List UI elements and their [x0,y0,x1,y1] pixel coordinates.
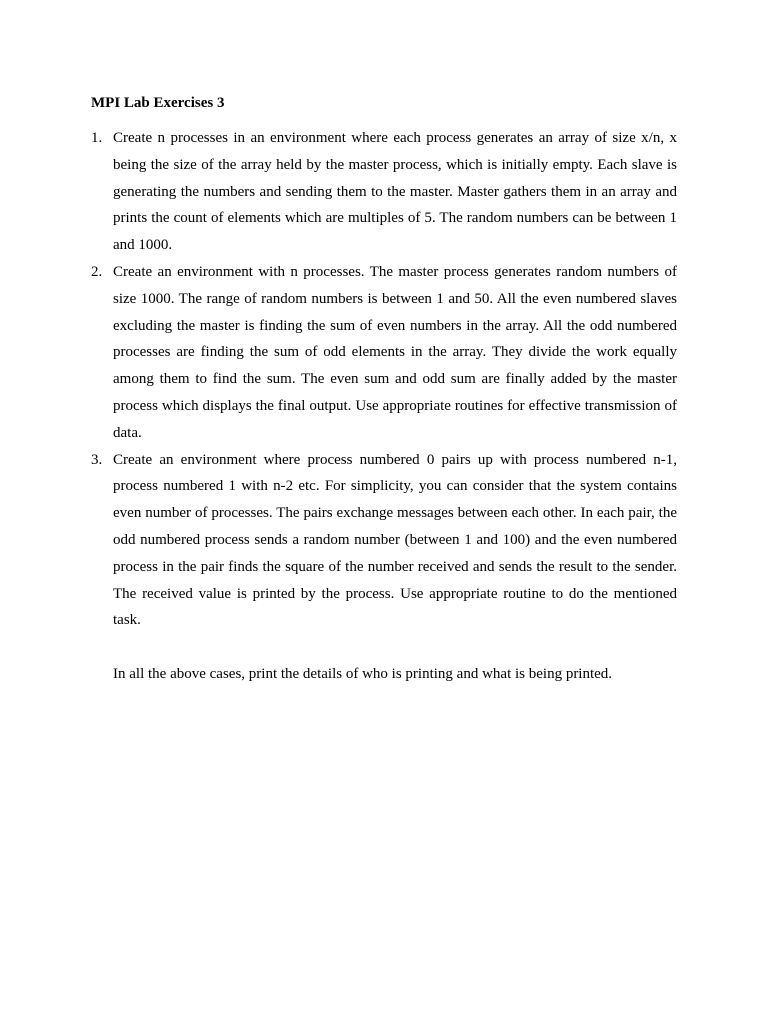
document-title: MPI Lab Exercises 3 [91,95,225,111]
exercise-number: 2. [91,263,103,280]
exercise-text: Create n processes in an environment where each process generates an array of size x/n, x being the size of the array held by the master process, which is initially empty. Each slave is generating the numbers and sending them to the master. Master gathers them in an array and prints the count of elements which are multiples of 5. The random numbers can be between 1 and 1000. [113,130,677,254]
closing-note: In all the above cases, print the details of who is printing and what is being printed. [113,666,613,682]
exercise-number: 3. [91,451,103,468]
exercise-number: 1. [91,130,103,146]
exercise-item-2 [91,259,677,447]
exercise-text: Create an environment where process numbered 0 pairs up with process numbered n-1, process numbered 1 with n-2 etc. For simplicity, you can consider that the system contains even number of processes. The pairs exchange messages between each other. In each pair, the odd numbered process sends a random number (between 1 and 100) and the even numbered process in the pair finds the square of the number received and sends the result to the sender. The received value is printed by the process. Use appropriate routine to do the mentioned task. [113,451,677,629]
exercise-list [91,125,677,634]
exercise-text: Create an environment with n processes. The master process generates random numbers of size 1000. The range of random numbers is between 1 and 50. All the even numbered slaves excluding the master is finding the sum of even numbers in the array. All the odd numbered processes are finding the sum of odd elements in the array. They divide the work equally among them to find the sum. The even sum and odd sum are finally added by the master process which displays the final output. Use appropriate routines for effective transmission of data. [113,263,677,441]
exercise-item-1 [91,125,677,259]
exercise-item-3 [91,447,677,635]
